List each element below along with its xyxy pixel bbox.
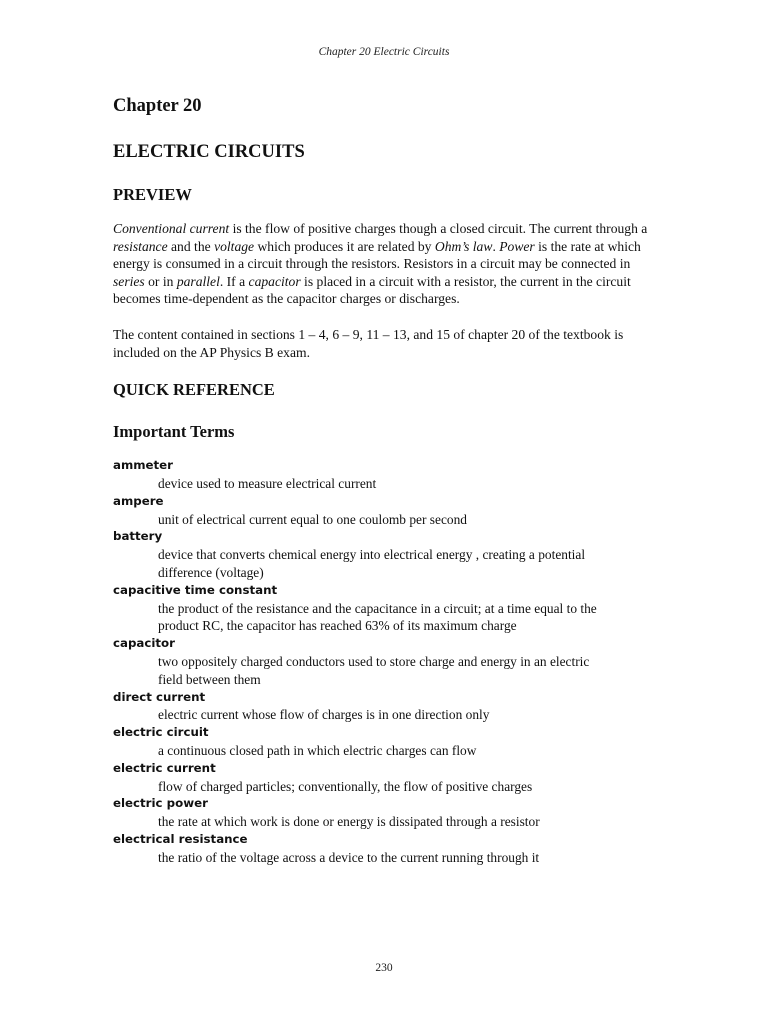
important-terms-heading: Important Terms	[113, 422, 235, 442]
text-run: . If a	[219, 273, 249, 289]
term-name: battery	[113, 529, 163, 544]
term-name: direct current	[113, 689, 206, 704]
text-run: .	[492, 238, 500, 254]
term-definition: electric current whose flow of charges is in one direction only	[158, 707, 490, 723]
term-name: capacitor	[113, 636, 175, 651]
preview-paragraph-1	[113, 220, 658, 308]
term-entry	[113, 689, 658, 725]
quick-reference-heading: QUICK REFERENCE	[113, 380, 275, 400]
term-definition-continued: product RC, the capacitor has reached 63% of its maximum charge	[158, 618, 517, 634]
text-run: is the rate at which energy is consumed in a circuit through the resistors. Resistors in a circuit may be connected in	[113, 238, 641, 272]
terms-list	[113, 457, 658, 866]
term-conventional-current: Conventional current	[113, 221, 230, 236]
term-name: ampere	[113, 493, 164, 508]
term-definition: flow of charged particles; conventionally, the flow of positive charges	[158, 778, 533, 794]
term-entry	[113, 582, 658, 635]
term-power: Power	[499, 238, 535, 254]
text-run: which produces it are related by	[254, 238, 435, 254]
term-definition: unit of electrical current equal to one coulomb per second	[158, 511, 467, 527]
running-head: Chapter 20 Electric Circuits	[318, 46, 450, 58]
term-name: electrical resistance	[113, 831, 248, 846]
term-name: capacitive time constant	[113, 582, 278, 597]
term-definition-continued: field between them	[158, 671, 261, 687]
chapter-number: Chapter 20	[113, 96, 202, 116]
term-definition: a continuous closed path in which electric charges can flow	[158, 742, 477, 758]
page-content	[113, 94, 658, 866]
term-name: electric current	[113, 760, 216, 775]
term-voltage: voltage	[214, 238, 255, 254]
term-definition: device that converts chemical energy into electrical energy , creating a potential	[158, 547, 586, 563]
text-run: and the	[167, 238, 215, 254]
term-parallel: parallel	[176, 273, 220, 289]
text-run: is the flow of positive charges though a closed circuit. The current through a	[229, 221, 648, 236]
term-definition: the rate at which work is done or energy is dissipated through a resistor	[158, 814, 540, 830]
term-resistance: resistance	[113, 238, 168, 254]
page-number: 230	[375, 962, 393, 974]
term-entry	[113, 528, 658, 581]
term-ohms-law: Ohm’s law	[434, 238, 493, 254]
text-run: or in	[144, 273, 177, 289]
term-series: series	[113, 273, 145, 289]
term-name: ammeter	[113, 458, 174, 473]
term-definition: the product of the resistance and the capacitance in a circuit; at a time equal to the	[158, 600, 597, 616]
term-capacitor: capacitor	[248, 273, 301, 289]
term-entry	[113, 795, 658, 831]
term-entry	[113, 635, 658, 688]
term-name: electric circuit	[113, 725, 209, 740]
term-definition: device used to measure electrical current	[158, 475, 377, 491]
preview-paragraph-2: The content contained in sections 1 – 4, 6 – 9, 11 – 13, and 15 of chapter 20 of the textbook is included on the AP Physics B exam.	[113, 326, 624, 360]
term-entry	[113, 493, 658, 529]
preview-heading: PREVIEW	[113, 185, 192, 204]
term-entry	[113, 760, 658, 796]
term-entry	[113, 457, 658, 493]
text-run: is placed in a circuit with a resistor, the current in the circuit becomes time-dependent as the capacitor charges or discharges.	[113, 273, 631, 307]
term-definition: two oppositely charged conductors used to store charge and energy in an electric	[158, 653, 590, 669]
term-definition-continued: difference (voltage)	[158, 564, 264, 580]
term-entry	[113, 724, 658, 760]
term-definition: the ratio of the voltage across a device to the current running through it	[158, 849, 540, 865]
term-entry	[113, 831, 658, 867]
term-name: electric power	[113, 796, 208, 811]
chapter-title: ELECTRIC CIRCUITS	[113, 142, 305, 162]
